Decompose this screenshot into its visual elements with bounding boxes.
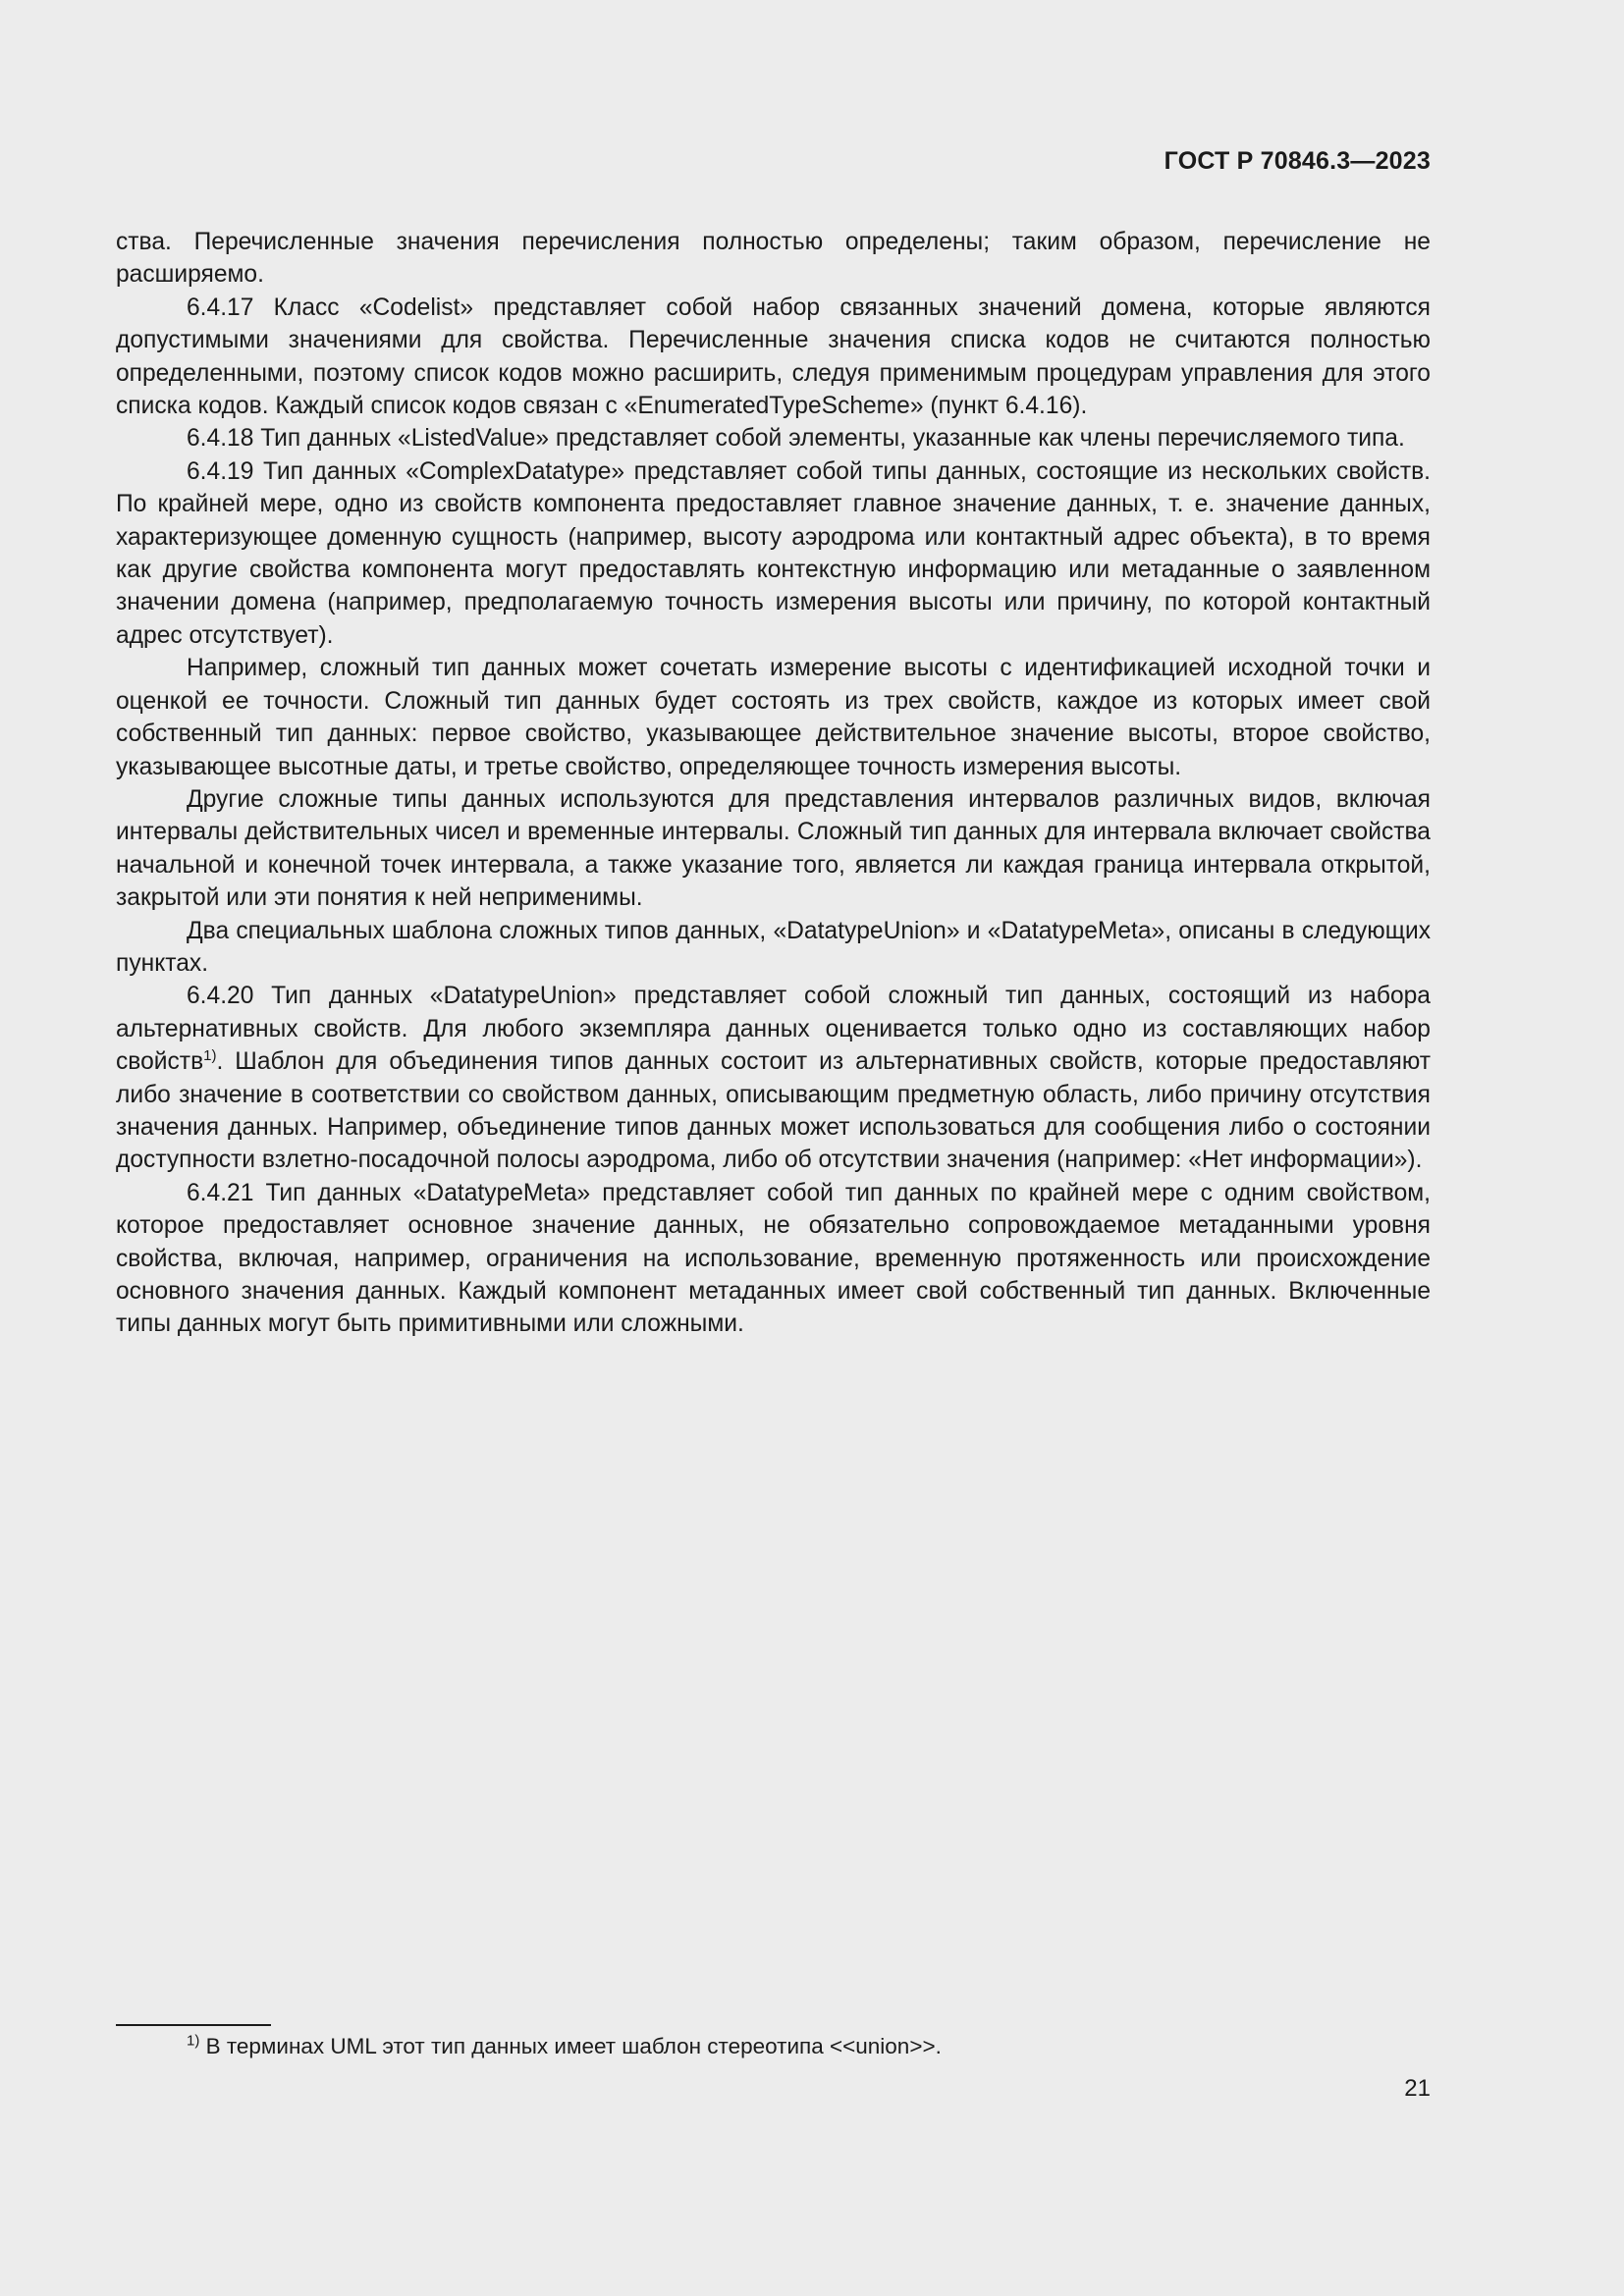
paragraph-interval-types: Другие сложные типы данных используются для представления интервалов различных видов, включая интервалы действительных чисел и временные интервалы. Сложный тип данных для интервала включает свойства начальной и конечной точек интервала, а также указание того, является ли каждая граница интервала открытой, закрытой или эти понятия к ней неприменимы. xyxy=(116,785,1431,912)
paragraph-special-templates: Два специальных шаблона сложных типов данных, «DatatypeUnion» и «DatatypeMeta», описаны в следующих пунктах. xyxy=(116,917,1431,977)
footnote-text: В терминах UML этот тип данных имеет шаблон стереотипа <<union>>. xyxy=(199,2034,942,2058)
paragraph-6-4-20-text-start: 6.4.20 Тип данных «DatatypeUnion» представляет собой сложный тип данных, состоящий из набора альтернативных свойств. Для любого экземпляра данных оценивается только одно из составляющих набор свойств xyxy=(116,983,1431,1076)
footnote-mark: 1) xyxy=(187,2032,200,2050)
page-number: 21 xyxy=(1404,2075,1431,2102)
paragraph-6-4-20 xyxy=(116,980,1431,1176)
paragraph-6-4-20-text-end: . Шаблон для объединения типов данных состоит из альтернативных свойств, которые предоставляют либо значение в соответствии со свойством данных, описывающим предметную область, либо причину отсутствия значения данных. Например, объединение типов данных может использоваться для сообщения либо о состоянии доступности взлетно-посадочной полосы аэродрома, либо об отсутствии значения (например: «Нет информации»). xyxy=(116,1048,1431,1174)
body-text xyxy=(116,226,1431,1341)
paragraph-6-4-21: 6.4.21 Тип данных «DatatypeMeta» представляет собой тип данных по крайней мере с одним свойством, которое предоставляет основное значение данных, не обязательно сопровождаемое метаданными уровня свойства, включая, например, ограничения на использование, временную протяженность или происхождение основного значения данных. Каждый компонент метаданных имеет свой собственный тип данных. Включенные типы данных могут быть примитивными или сложными. xyxy=(116,1179,1431,1338)
document-standard-id: ГОСТ Р 70846.3—2023 xyxy=(1164,147,1431,175)
footnote-divider xyxy=(116,2024,271,2026)
paragraph-continuation: ства. Перечисленные значения перечисления полностью определены; таким образом, перечисление не расширяемо. xyxy=(116,229,1431,289)
paragraph-6-4-17: 6.4.17 Класс «Codelist» представляет собой набор связанных значений домена, которые являются допустимыми значениями для свойства. Перечисленные значения списка кодов не считаются полностью определенными, поэтому список кодов можно расширить, следуя применимым процедурам управления для этого списка кодов. Каждый список кодов связан с «EnumeratedTypeScheme» (пункт 6.4.16). xyxy=(116,294,1431,420)
footnote-reference: 1) xyxy=(203,1046,217,1064)
footnote xyxy=(187,2032,942,2061)
paragraph-6-4-19: 6.4.19 Тип данных «ComplexDatatype» представляет собой типы данных, состоящие из нескольких свойств. По крайней мере, одно из свойств компонента предоставляет главное значение данных, т. е. значение данных, характеризующее доменную сущность (например, высоту аэродрома или контактный адрес объекта), в то время как другие свойства компонента могут предоставлять контекстную информацию или метаданные о заявленном значении домена (например, предполагаемую точность измерения высоты или причину, по которой контактный адрес отсутствует). xyxy=(116,457,1431,649)
paragraph-6-4-18: 6.4.18 Тип данных «ListedValue» представляет собой элементы, указанные как члены перечисляемого типа. xyxy=(187,425,1405,453)
paragraph-complex-example: Например, сложный тип данных может сочетать измерение высоты с идентификацией исходной точки и оценкой ее точности. Сложный тип данных будет состоять из трех свойств, каждое из которых имеет свой собственный тип данных: первое свойство, указывающее действительное значение высоты, второе свойство, указывающее высотные даты, и третье свойство, определяющее точность измерения высоты. xyxy=(116,655,1431,780)
